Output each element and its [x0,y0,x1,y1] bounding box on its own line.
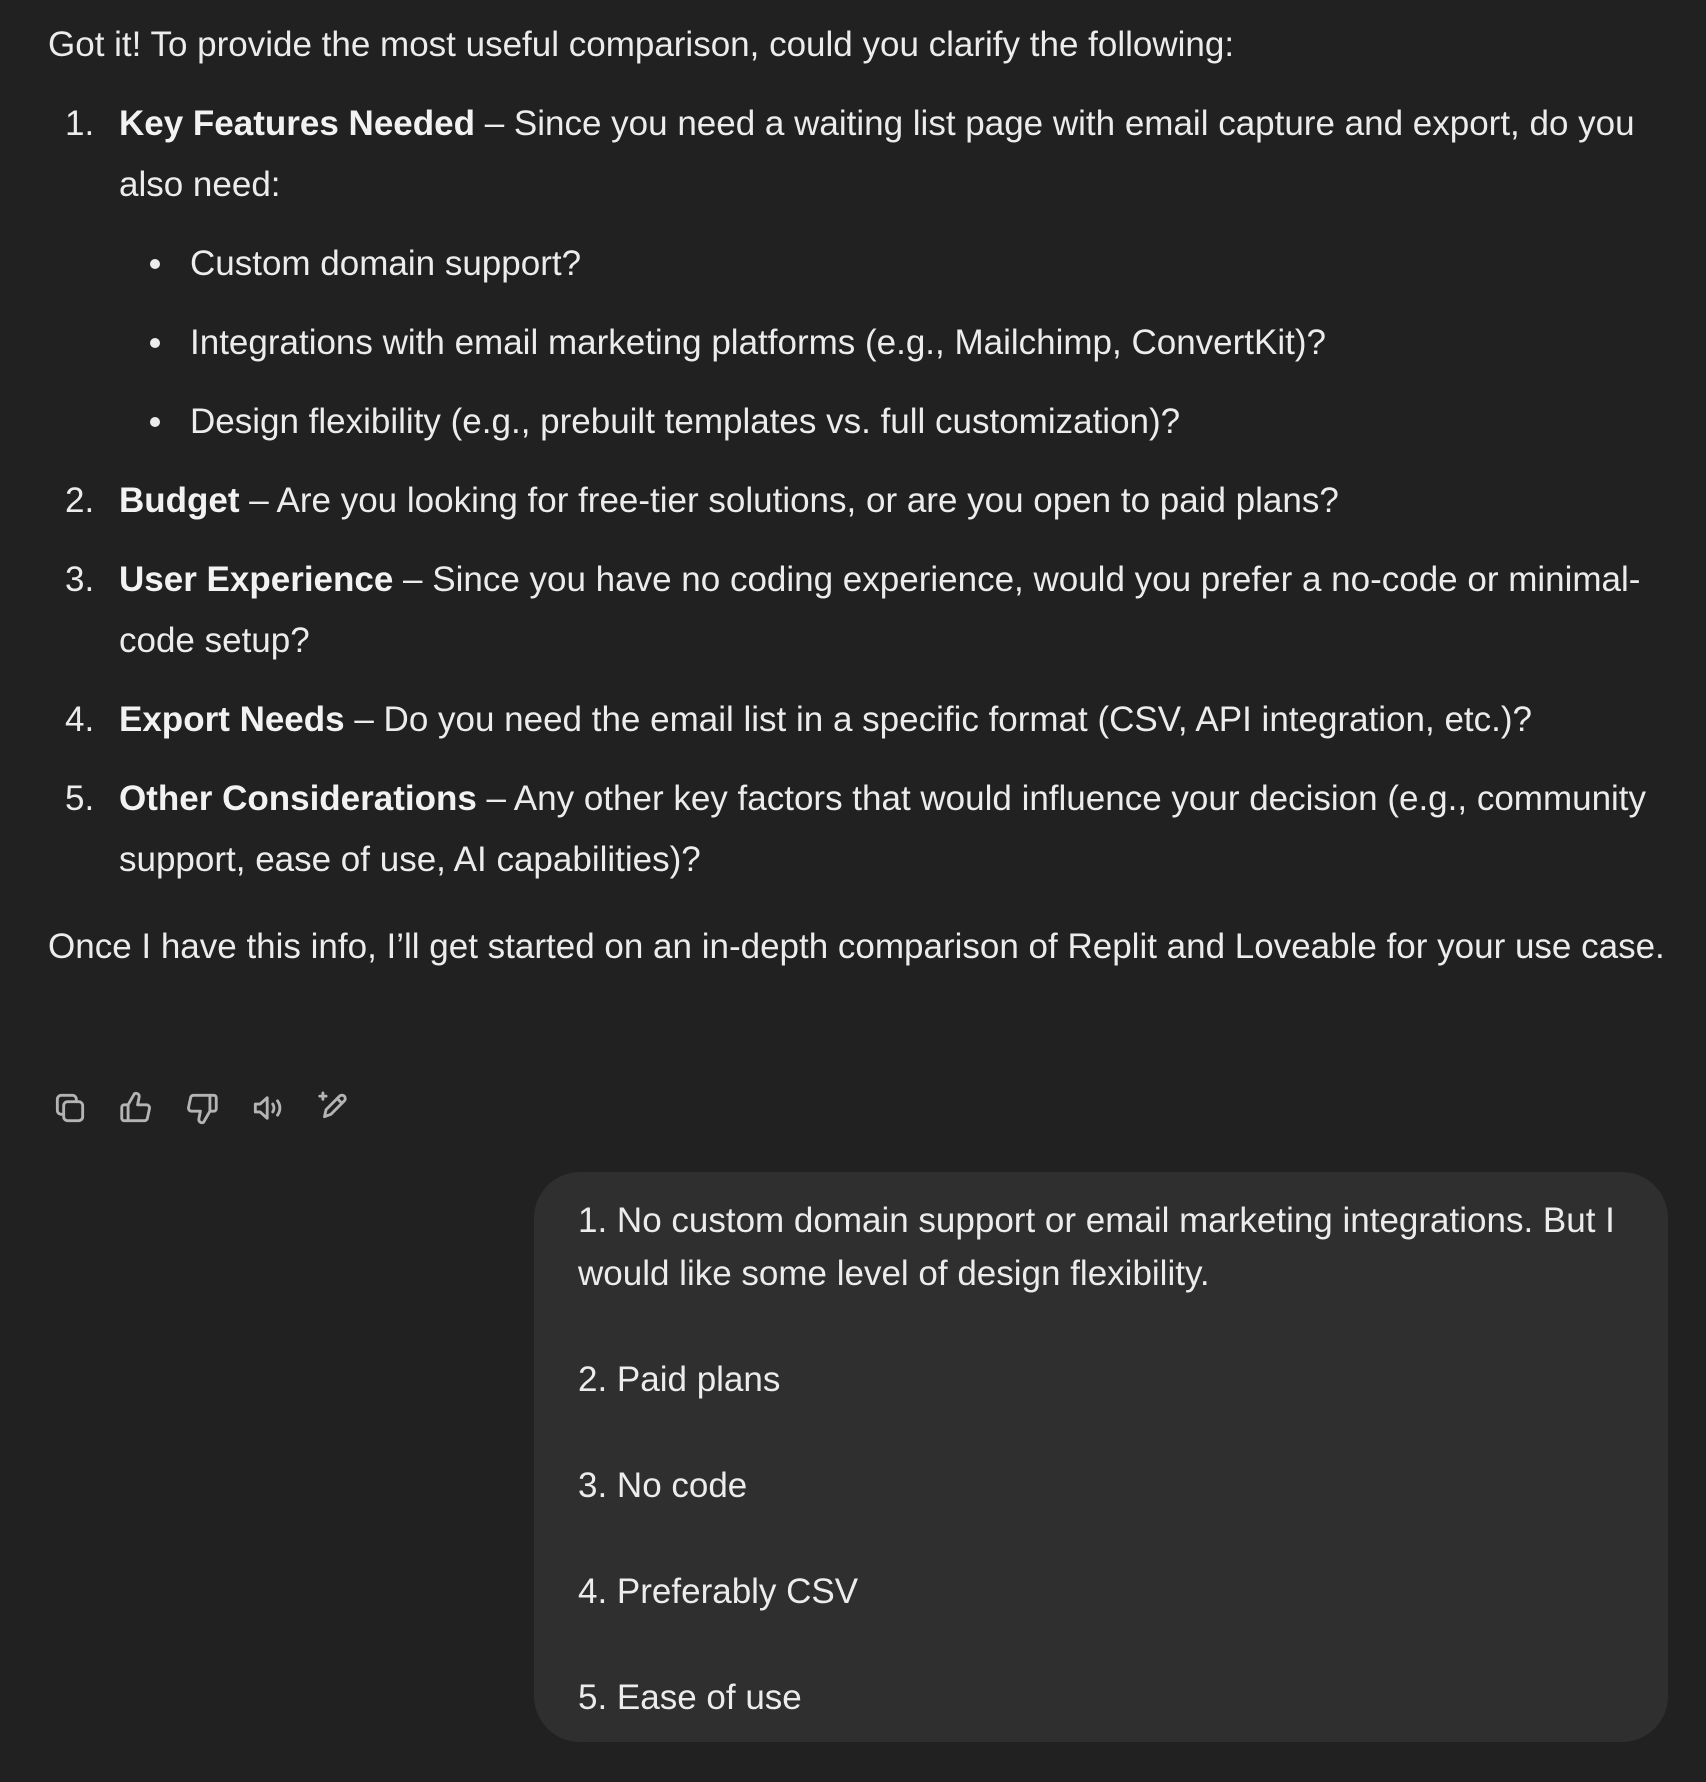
question-text: – Any other key factors that would influence your decision (e.g., community support, ease of use, AI capabilities)? [119,779,1647,879]
thumbs-up-icon [117,1089,155,1127]
copy-button[interactable] [50,1088,90,1128]
sub-list-item [119,312,1668,373]
edit-icon [315,1089,353,1127]
user-message-line: 3. No code [578,1466,748,1505]
message-actions [50,1088,354,1128]
user-message-line: 2. Paid plans [578,1360,781,1399]
read-aloud-button[interactable] [248,1088,288,1128]
assistant-intro: Got it! To provide the most useful comparison, could you clarify the following: [48,25,1235,64]
user-message-bubble [534,1172,1668,1742]
sub-item-text: Integrations with email marketing platforms (e.g., Mailchimp, ConvertKit)? [190,323,1326,362]
assistant-outro: Once I have this info, I’ll get started on an in-depth comparison of Replit and Loveable for your use case. [48,927,1665,966]
question-text: – Since you need a waiting list page with email capture and export, do you also need: [119,104,1635,204]
list-item [48,549,1668,671]
bullet [150,417,160,427]
list-number: 2. [65,481,95,520]
sub-list-item [119,233,1668,294]
user-message-line: 5. Ease of use [578,1678,802,1717]
list-item [48,689,1668,750]
question-text: – Do you need the email list in a specific format (CSV, API integration, etc.)? [344,700,1532,739]
good-response-button[interactable] [116,1088,156,1128]
list-item [48,93,1668,452]
edit-button[interactable] [314,1088,354,1128]
question-title: Other Considerations [119,779,477,818]
list-number: 5. [65,779,95,818]
sub-item-text: Custom domain support? [190,244,582,283]
sub-list [119,233,1668,452]
question-title: Budget [119,481,240,520]
list-number: 4. [65,700,95,739]
user-message-line: 1. No custom domain support or email marketing integrations. But I would like some level of design flexibility. [578,1201,1615,1293]
user-message-line: 4. Preferably CSV [578,1572,859,1611]
thumbs-down-icon [183,1089,221,1127]
list-number: 3. [65,560,95,599]
read-aloud-icon [249,1089,287,1127]
assistant-message [48,14,1668,977]
bad-response-button[interactable] [182,1088,222,1128]
list-item [48,768,1668,890]
question-title: Key Features Needed [119,104,475,143]
list-item [48,470,1668,531]
sub-item-text: Design flexibility (e.g., prebuilt templates vs. full customization)? [190,402,1181,441]
question-title: Export Needs [119,700,345,739]
question-list [48,93,1668,890]
question-text: – Are you looking for free-tier solutions, or are you open to paid plans? [239,481,1339,520]
bullet [150,338,160,348]
list-number: 1. [65,104,95,143]
question-text: – Since you have no coding experience, would you prefer a no-code or minimal-code setup? [119,560,1641,660]
sub-list-item [119,391,1668,452]
bullet [150,259,160,269]
copy-icon [51,1089,89,1127]
question-title: User Experience [119,560,394,599]
